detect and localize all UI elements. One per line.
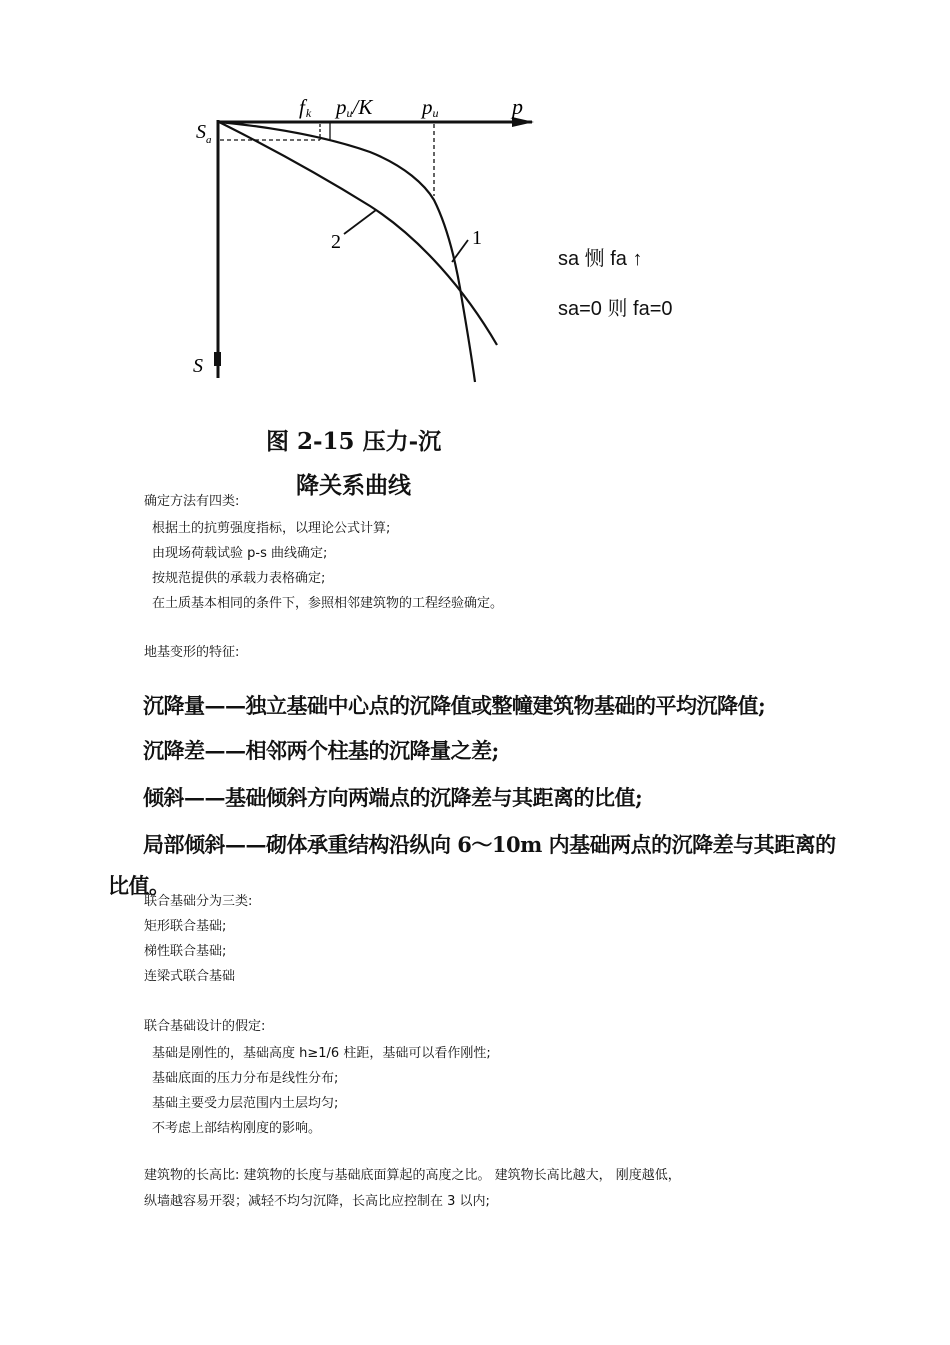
deformation-line-4: 局部倾斜——砌体承重结构沿纵向 6～10m 内基础两点的沉降差与其距离的	[143, 832, 836, 857]
assumptions-item-1: 基础是刚性的，基础高度 h≥1/6 柱距，基础可以看作刚性;	[152, 1046, 491, 1061]
assumptions-item-4: 不考虑上部结构刚度的影响。	[152, 1121, 322, 1136]
deformation-line-5: 比值。	[108, 873, 170, 898]
side-note-1: sa 恻 fa ↑	[558, 248, 643, 270]
label-fk: fk	[299, 95, 312, 120]
methods-item-3: 按规范提供的承载力表格确定;	[152, 571, 326, 586]
combined-heading: 联合基础分为三类:	[144, 894, 253, 909]
curve-1-leader	[452, 240, 468, 262]
ratio-line-1: 建筑物的长高比: 建筑物的长度与基础底面算起的高度之比。 建筑物长高比越大， 刚度越低，	[144, 1168, 681, 1183]
curve-1	[219, 122, 475, 382]
assumptions-item-2: 基础底面的压力分布是线性分布;	[152, 1071, 339, 1086]
combined-item-2: 梯性联合基础;	[144, 944, 227, 959]
ratio-line-2: 纵墙越容易开裂；减轻不均匀沉降，长高比应控制在 3 以内;	[144, 1194, 490, 1209]
s-axis-end-mark	[214, 352, 221, 366]
deformation-heading: 地基变形的特征:	[144, 645, 240, 660]
deformation-line-2: 沉降差——相邻两个柱基的沉降量之差;	[143, 738, 499, 763]
label-curve-2: 2	[331, 231, 341, 253]
label-s-axis: S	[193, 355, 203, 377]
methods-item-4: 在土质基本相同的条件下，参照相邻建筑物的工程经验确定。	[152, 596, 504, 611]
label-pu-over-k: pu/K	[336, 95, 373, 120]
deformation-line-3: 倾斜——基础倾斜方向两端点的沉降差与其距离的比值;	[143, 785, 643, 810]
label-curve-1: 1	[472, 227, 482, 249]
methods-heading: 确定方法有四类:	[144, 494, 240, 509]
label-pu: pu	[422, 95, 439, 120]
assumptions-item-3: 基础主要受力层范围内土层均匀;	[152, 1096, 339, 1111]
methods-item-2: 由现场荷载试验 p-s 曲线确定;	[152, 546, 328, 561]
label-s-origin: $S_a$	[196, 121, 212, 146]
deformation-line-1: 沉降量——独立基础中心点的沉降值或整幢建筑物基础的平均沉降值;	[143, 693, 766, 718]
methods-item-1: 根据土的抗剪强度指标，以理论公式计算;	[152, 521, 391, 536]
assumptions-heading: 联合基础设计的假定:	[144, 1019, 266, 1034]
side-note-2: sa=0 则 fa=0	[558, 298, 673, 320]
combined-item-1: 矩形联合基础;	[144, 919, 227, 934]
pressure-settlement-figure	[0, 0, 950, 420]
curve-2-leader	[344, 210, 376, 234]
combined-item-3: 连梁式联合基础	[144, 969, 236, 984]
label-p-axis: p	[512, 94, 523, 119]
curve-2	[219, 122, 497, 345]
figure-caption-line2: 降关系曲线	[296, 472, 411, 499]
figure-caption-line1: 图 2-15 压力-沉	[266, 428, 442, 455]
